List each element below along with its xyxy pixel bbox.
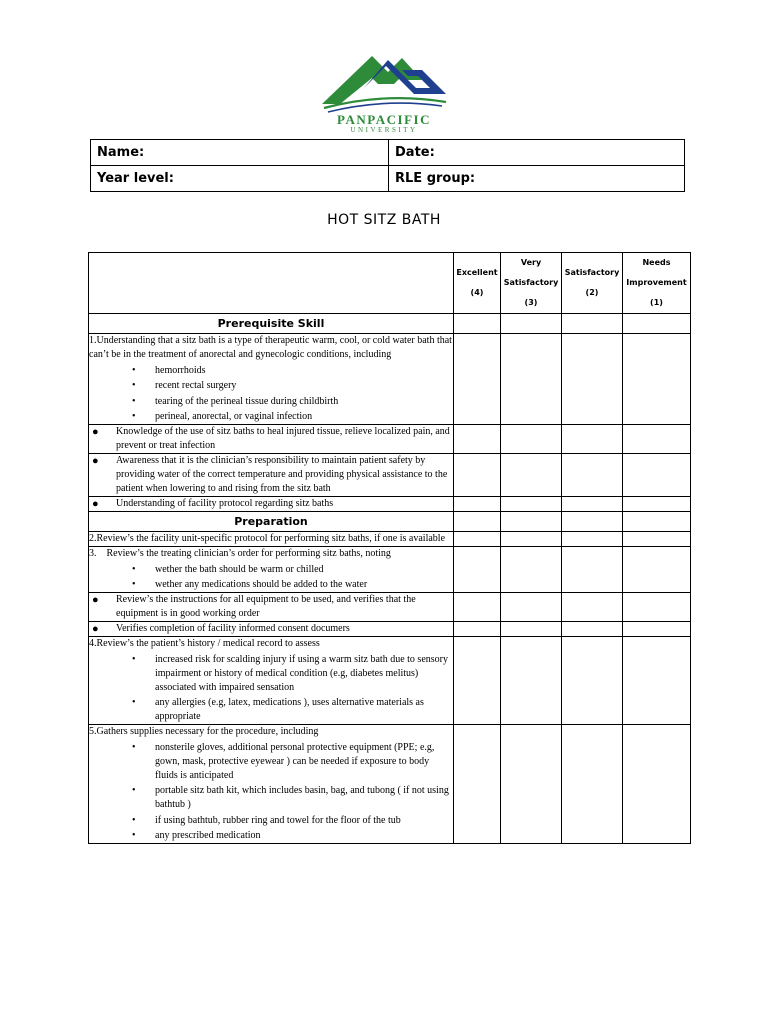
rle-group-field[interactable] (389, 166, 685, 192)
criterion-row (89, 637, 691, 725)
sub-item: • if using bathtub, rubber ring and towel for the floor of the tub (89, 814, 453, 828)
score-cell[interactable] (623, 725, 691, 844)
score-cell[interactable] (623, 532, 691, 547)
score-cell[interactable] (454, 334, 501, 425)
score-cell[interactable] (562, 622, 623, 637)
criterion-text: Verifies completion of facility informed consent documers (116, 623, 350, 634)
score-cell[interactable] (562, 512, 623, 532)
criterion-cell (89, 532, 454, 547)
score-cell[interactable] (623, 593, 691, 622)
score-cell[interactable] (623, 497, 691, 512)
header-row (89, 253, 691, 314)
criterion-cell (89, 454, 454, 497)
score-cell[interactable] (623, 622, 691, 637)
score-cell[interactable] (454, 593, 501, 622)
sub-item: • tearing of the perineal tissue during childbirth (89, 395, 453, 409)
score-cell[interactable] (623, 454, 691, 497)
sub-list (89, 364, 453, 425)
section-row (89, 314, 691, 334)
score-cell[interactable] (501, 512, 562, 532)
criterion-row (89, 425, 691, 454)
sub-list (89, 653, 453, 725)
score-cell[interactable] (562, 532, 623, 547)
criterion-row (89, 725, 691, 844)
student-info-table (90, 139, 685, 192)
score-cell[interactable] (501, 547, 562, 593)
criterion-cell (89, 593, 454, 622)
criterion-row (89, 547, 691, 593)
score-cell[interactable] (562, 593, 623, 622)
score-cell[interactable] (562, 425, 623, 454)
score-cell[interactable] (623, 425, 691, 454)
section-prerequisite-skill: Prerequisite Skill (89, 314, 454, 334)
score-cell[interactable] (454, 622, 501, 637)
score-cell[interactable] (562, 725, 623, 844)
year-level-field[interactable] (91, 166, 389, 192)
criterion-row (89, 532, 691, 547)
header-excellent: Excellent (4) (454, 253, 501, 314)
bullet-icon: ● (92, 594, 99, 606)
sub-item: • perineal, anorectal, or vaginal infection (89, 410, 453, 424)
bullet-icon: ● (92, 498, 99, 510)
bullet-icon: ● (92, 455, 99, 467)
criterion-row (89, 334, 691, 425)
criterion-cell (89, 425, 454, 454)
score-cell[interactable] (562, 454, 623, 497)
score-cell[interactable] (562, 547, 623, 593)
date-field[interactable] (389, 140, 685, 166)
rubric-table (88, 252, 691, 844)
criterion-text: 4.Review’s the patient’s history / medical record to assess (89, 638, 320, 649)
university-logo (318, 46, 450, 134)
sub-item: • portable sitz bath kit, which includes basin, bag, and tubong ( if not using bathtub ) (89, 784, 453, 812)
score-cell[interactable] (501, 314, 562, 334)
score-cell[interactable] (623, 334, 691, 425)
sub-item: • nonsterile gloves, additional personal protective equipment (PPE; e.g, gown, mask, protective eyewear ) can be needed if exposure to body fluids is anticipated (89, 741, 453, 783)
score-cell[interactable] (501, 454, 562, 497)
score-cell[interactable] (454, 512, 501, 532)
score-cell[interactable] (454, 314, 501, 334)
score-cell[interactable] (623, 637, 691, 725)
logo-subtitle: UNIVERSITY (350, 126, 418, 134)
score-cell[interactable] (501, 497, 562, 512)
score-cell[interactable] (501, 637, 562, 725)
score-cell[interactable] (501, 593, 562, 622)
logo-mark-icon (318, 46, 450, 116)
section-preparation: Preparation (89, 512, 454, 532)
sub-item: • wether any medications should be added to the water (89, 578, 453, 592)
score-cell[interactable] (501, 425, 562, 454)
logo-name: PANPACIFIC (337, 112, 431, 127)
criterion-text: Understanding of facility protocol regarding sitz baths (116, 498, 334, 509)
criterion-row (89, 593, 691, 622)
score-cell[interactable] (501, 622, 562, 637)
score-cell[interactable] (562, 334, 623, 425)
score-cell[interactable] (454, 725, 501, 844)
sub-item: • any prescribed medication (89, 829, 453, 843)
score-cell[interactable] (454, 532, 501, 547)
date-label: Date: (395, 145, 435, 160)
name-field[interactable] (91, 140, 389, 166)
criterion-cell (89, 334, 454, 425)
score-cell[interactable] (501, 334, 562, 425)
score-cell[interactable] (623, 512, 691, 532)
sub-item: • any allergies (e.g, latex, medications ), uses alternative materials as appropriate (89, 696, 453, 724)
criterion-cell (89, 547, 454, 593)
sub-list (89, 563, 453, 593)
criterion-text: Knowledge of the use of sitz baths to heal injured tissue, relieve localized pain, and prevent or treat infection (116, 426, 450, 451)
criterion-text: 5.Gathers supplies necessary for the procedure, including (89, 726, 319, 737)
criterion-row (89, 497, 691, 512)
sub-item: • hemorrhoids (89, 364, 453, 378)
sub-item: • wether the bath should be warm or chilled (89, 563, 453, 577)
criterion-text: 2.Review’s the facility unit-specific protocol for performing sitz baths, if one is available (89, 533, 446, 544)
score-cell[interactable] (623, 314, 691, 334)
header-blank (89, 253, 454, 314)
score-cell[interactable] (562, 497, 623, 512)
criterion-cell (89, 725, 454, 844)
score-cell[interactable] (623, 547, 691, 593)
score-cell[interactable] (562, 314, 623, 334)
bullet-icon: ● (92, 623, 99, 635)
criterion-cell (89, 622, 454, 637)
name-label: Name: (97, 145, 145, 160)
score-cell[interactable] (562, 637, 623, 725)
criterion-text: Review’s the instructions for all equipment to be used, and verifies that the equipment is in good working order (116, 594, 416, 619)
score-cell[interactable] (501, 725, 562, 844)
header-needs-improvement: Needs Improvement (1) (623, 253, 691, 314)
header-satisfactory: Satisfactory (2) (562, 253, 623, 314)
rle-group-label: RLE group: (395, 171, 476, 186)
score-cell[interactable] (454, 497, 501, 512)
score-cell[interactable] (454, 454, 501, 497)
criterion-text: Awareness that it is the clinician’s responsibility to maintain patient safety by providing water of the correct temperature and providing physical assistance to the patient when lowering to and rising from the sitz bath (116, 455, 448, 494)
score-cell[interactable] (454, 425, 501, 454)
page-title: HOT SITZ BATH (327, 212, 441, 228)
year-level-label: Year level: (97, 171, 174, 186)
criterion-cell (89, 637, 454, 725)
score-cell[interactable] (501, 532, 562, 547)
sub-list (89, 741, 453, 844)
criterion-text: 1.Understanding that a sitz bath is a type of therapeutic warm, cool, or cold water bath that can’t be in the treatment of anorectal and gynecologic conditions, including (89, 335, 452, 360)
bullet-icon: ● (92, 426, 99, 438)
criterion-cell (89, 497, 454, 512)
header-very-satisfactory: Very Satisfactory (3) (501, 253, 562, 314)
sub-item: • increased risk for scalding injury if using a warm sitz bath due to sensory impairment or history of medical condition (e.g, diabetes melitus) associated with impaired sensation (89, 653, 453, 695)
sub-item: • recent rectal surgery (89, 379, 453, 393)
score-cell[interactable] (454, 547, 501, 593)
section-row (89, 512, 691, 532)
criterion-row (89, 622, 691, 637)
criterion-text: 3. Review’s the treating clinician’s order for performing sitz baths, noting (89, 548, 391, 559)
criterion-row (89, 454, 691, 497)
score-cell[interactable] (454, 637, 501, 725)
